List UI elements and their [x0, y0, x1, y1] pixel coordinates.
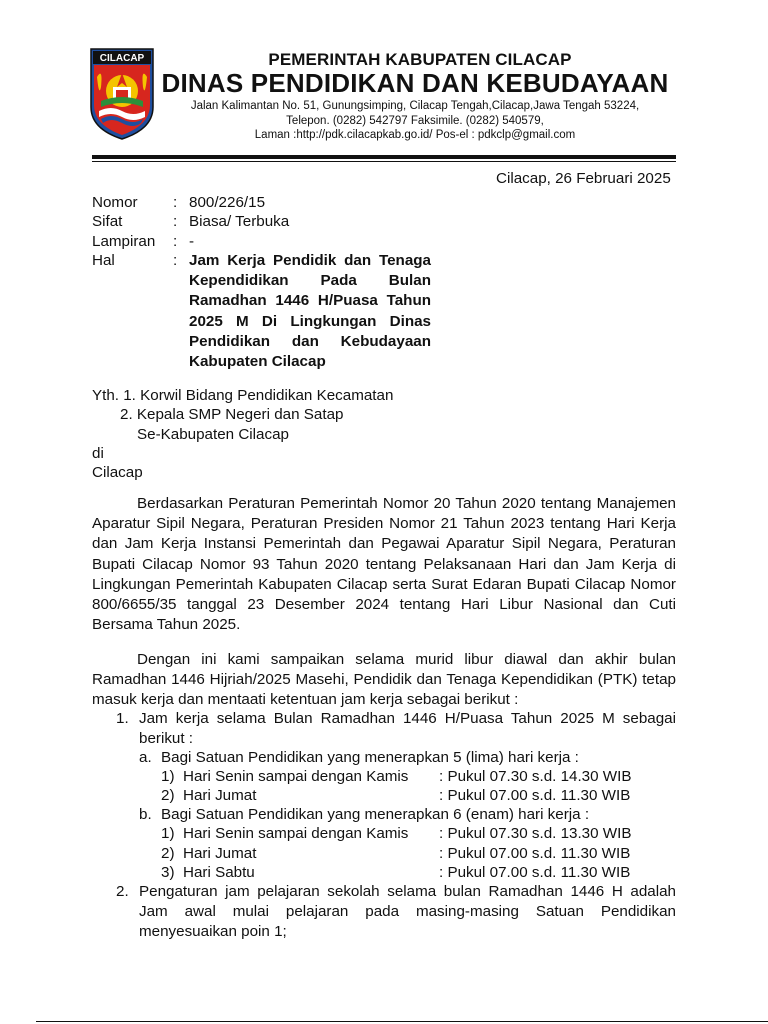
subject-line: Ramadhan 1446 H/Puasa Tahun — [189, 292, 431, 310]
schedule-row-time: : Pukul 07.30 s.d. 14.30 WIB — [439, 768, 632, 785]
meta-value-nomor: 800/226/15 — [189, 194, 266, 211]
meta-colon: : — [173, 233, 178, 250]
schedule-row-time: : Pukul 07.30 s.d. 13.30 WIB — [439, 825, 632, 842]
paragraph-legal-basis — [92, 494, 676, 635]
meta-label-hal: Hal — [92, 252, 115, 269]
sub-item-a-text: Bagi Satuan Pendidikan yang menerapkan 5 (lima) hari kerja : — [161, 749, 579, 766]
recipient-line-2: 2. Kepala SMP Negeri dan Satap — [120, 406, 344, 423]
subject-line: Pendidikan dan Kebudayaan — [189, 332, 431, 350]
sub-item-b-text: Bagi Satuan Pendidikan yang menerapkan 6 (enam) hari kerja : — [161, 806, 590, 823]
paragraph-line: Berdasarkan Peraturan Pemerintah Nomor 20 Tahun 2020 tentang Manajemen — [137, 495, 676, 512]
list-item-number: 2. — [116, 883, 129, 900]
paragraph-line: 800/6655/35 tanggal 23 Desember 2024 tentang Hari Libur Nasional dan Cuti — [92, 595, 676, 613]
letter-date: Cilacap, 26 Februari 2025 — [496, 170, 671, 187]
paragraph-line: Aparatur Sipil Negara, Peraturan Presiden Nomor 21 Tahun 2023 tentang Hari Kerja — [92, 515, 676, 533]
list-item-line: menyesuaikan poin 1; — [139, 923, 287, 941]
list-item-line: Jam kerja selama Bulan Ramadhan 1446 H/Puasa Tahun 2025 M sebagai — [139, 710, 676, 727]
schedule-row-number: 2) — [161, 845, 175, 862]
paragraph-line: Bupati Cilacap Nomor 93 Tahun 2020 tentang Pelaksanaan Hari dan Jam Kerja di — [92, 555, 676, 573]
sub-item-letter: b. — [139, 806, 152, 823]
schedule-row-number: 3) — [161, 864, 175, 881]
schedule-row-number: 2) — [161, 787, 175, 804]
schedule-row-time: : Pukul 07.00 s.d. 11.30 WIB — [439, 787, 631, 804]
list-item-1-text — [139, 709, 676, 749]
meta-label-nomor: Nomor — [92, 194, 138, 211]
recipient-di: di — [92, 445, 104, 462]
list-item-line: Pengaturan jam pelajaran sekolah selama bulan Ramadhan 1446 H adalah — [139, 883, 676, 900]
agency-department-name: DINAS PENDIDIKAN DAN KEBUDAYAAN — [161, 68, 669, 98]
schedule-row-day: Hari Jumat — [183, 845, 257, 862]
paragraph-line: Lingkungan Pemerintah Kabupaten Cilacap serta Surat Edaran Bupati Cilacap Nomor — [92, 575, 676, 593]
schedule-row-number: 1) — [161, 768, 175, 785]
recipient-line-1: Yth. 1. Korwil Bidang Pendidikan Kecamatan — [92, 387, 394, 404]
paragraph-line: dan Jam Kerja Instansi Pemerintah dan Pegawai Aparatur Sipil Negara, Peraturan — [92, 535, 676, 553]
list-item-2-text — [139, 882, 676, 943]
paragraph-line: Ramadhan 1446 Hijriah/2025 Masehi, Pendidik dan Tenaga Kependidikan (PTK) tetap — [92, 671, 676, 689]
schedule-row-time: : Pukul 07.00 s.d. 11.30 WIB — [439, 845, 631, 862]
svg-text:CILACAP: CILACAP — [99, 53, 145, 64]
recipient-place: Cilacap — [92, 464, 143, 481]
agency-address: Jalan Kalimantan No. 51, Gunungsimping, Cilacap Tengah,Cilacap,Jawa Tengah 53224, — [190, 100, 640, 112]
recipient-line-3: Se-Kabupaten Cilacap — [137, 426, 289, 443]
paragraph-line: Dengan ini kami sampaikan selama murid libur diawal dan akhir bulan — [137, 651, 676, 668]
schedule-row-day: Hari Jumat — [183, 787, 257, 804]
meta-value-sifat: Biasa/ Terbuka — [189, 213, 290, 230]
meta-label-lampiran: Lampiran — [92, 233, 156, 250]
agency-phone: Telepon. (0282) 542797 Faksimile. (0282) 540579, — [286, 115, 544, 127]
schedule-row-day: Hari Senin sampai dengan Kamis — [183, 768, 409, 785]
meta-colon: : — [173, 194, 178, 211]
letterhead-rule-thick — [92, 155, 676, 159]
meta-colon: : — [173, 213, 178, 230]
list-item-number: 1. — [116, 710, 129, 727]
paragraph-line: Bersama Tahun 2025. — [92, 616, 241, 634]
schedule-row-day: Hari Sabtu — [183, 864, 255, 881]
schedule-row-time: : Pukul 07.00 s.d. 11.30 WIB — [439, 864, 631, 881]
page-bottom-edge — [36, 1021, 768, 1022]
subject-line: Kabupaten Cilacap — [189, 352, 326, 370]
schedule-row-day: Hari Senin sampai dengan Kamis — [183, 825, 409, 842]
schedule-row-number: 1) — [161, 825, 175, 842]
list-item-line: berikut : — [139, 730, 194, 748]
paragraph-line: masuk kerja dan mentaati ketentuan jam kerja sebagai berikut : — [92, 691, 519, 709]
sub-item-letter: a. — [139, 749, 152, 766]
letterhead-rule-thin — [92, 161, 676, 162]
meta-label-sifat: Sifat — [92, 213, 123, 230]
letter-subject — [189, 251, 431, 372]
subject-line: 2025 M Di Lingkungan Dinas — [189, 312, 431, 330]
meta-colon: : — [173, 252, 178, 269]
cilacap-coat-of-arms-logo — [89, 47, 155, 141]
subject-line: Kependidikan Pada Bulan — [189, 272, 431, 290]
subject-line: Jam Kerja Pendidik dan Tenaga — [189, 252, 431, 269]
list-item-line: Jam awal mulai pelajaran pada masing-masing Satuan Pendidikan — [139, 903, 676, 921]
paragraph-announcement — [92, 650, 676, 711]
agency-web-email: Laman :http://pdk.cilacapkab.go.id/ Pos-el : pdkclp@gmail.com — [254, 129, 576, 141]
agency-government-name: PEMERINTAH KABUPATEN CILACAP — [268, 50, 572, 69]
meta-value-lampiran: - — [189, 233, 195, 250]
